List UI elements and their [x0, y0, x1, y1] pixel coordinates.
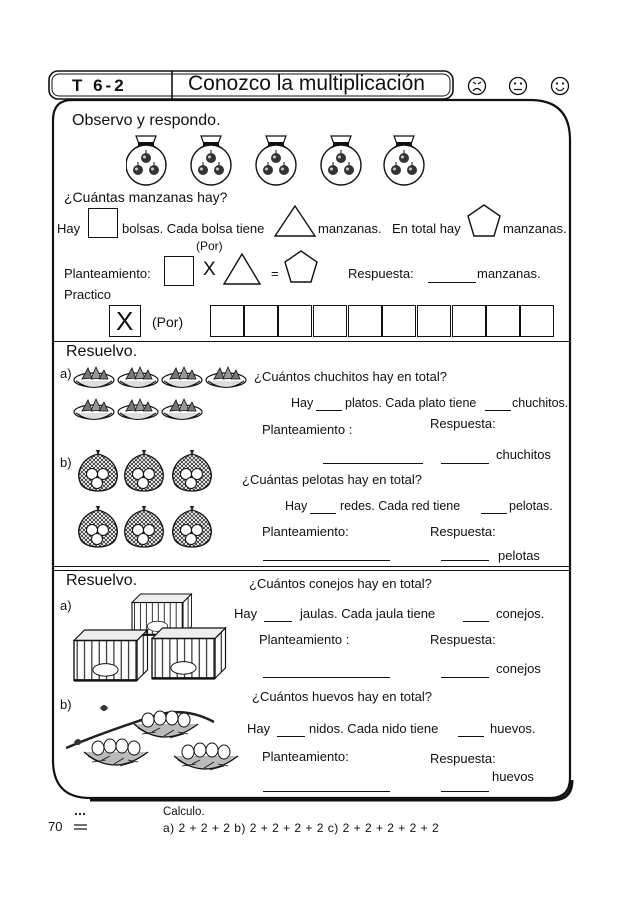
respuesta-unit: manzanas.: [477, 266, 541, 281]
practice-cell[interactable]: [486, 305, 520, 337]
cages-text: jaulas. Cada jaula tiene: [300, 606, 436, 621]
neutral-face-icon: [510, 78, 527, 95]
pentagon-answer-box[interactable]: [466, 203, 502, 239]
practice-cell[interactable]: [278, 305, 312, 337]
planteamiento-a-blank[interactable]: [323, 463, 423, 464]
practice-cell[interactable]: [452, 305, 486, 337]
practice-cell[interactable]: [348, 305, 382, 337]
practico-label: Practico: [64, 287, 111, 302]
times-sign: X: [203, 259, 216, 280]
hay-nets-label: Hay: [285, 499, 308, 513]
practico-por: (Por): [152, 314, 184, 330]
apple-bag-icon: [384, 136, 424, 185]
respuesta-c-label: Respuesta:: [430, 632, 496, 647]
practice-cell[interactable]: [244, 305, 278, 337]
question-pelotas: ¿Cuántas pelotas hay en total?: [242, 472, 422, 487]
respuesta-c-blank[interactable]: [441, 677, 489, 678]
equals-sign: =: [271, 266, 279, 281]
planteamiento-d-label: Planteamiento:: [262, 749, 349, 764]
planteamiento-label: Planteamiento:: [64, 266, 151, 281]
bags-answer-box[interactable]: [88, 208, 118, 238]
nests-illustration: [64, 702, 246, 780]
nests-text: nidos. Cada nido tiene: [309, 721, 439, 736]
practice-cell[interactable]: [520, 305, 554, 337]
conejos-answer-unit: conejos: [496, 661, 541, 676]
respuesta-d-label: Respuesta:: [430, 751, 496, 766]
apple-bag-icon: [256, 136, 296, 185]
apple-bag-icon: [191, 136, 231, 185]
total-text: En total hay: [392, 221, 461, 236]
hay-cages-label: Hay: [234, 606, 258, 621]
respuesta-a-blank[interactable]: [441, 463, 489, 464]
nests-blank[interactable]: [277, 736, 305, 737]
lesson-code: T 6-2: [72, 76, 127, 95]
practice-cell[interactable]: [313, 305, 347, 337]
conejos-unit: conejos.: [496, 606, 545, 621]
page-marker-icon: [73, 811, 89, 833]
planteamiento-c-blank[interactable]: [263, 677, 390, 678]
section-divider: [53, 341, 569, 342]
chuchitos-per-plate-blank[interactable]: [485, 410, 511, 411]
section3-heading: Resuelvo.: [66, 572, 138, 589]
section2-b-label: b): [60, 455, 72, 470]
cages-blank[interactable]: [264, 621, 292, 622]
section-divider: [53, 566, 569, 567]
chuchitos-unit: chuchitos.: [512, 396, 569, 410]
respuesta-blank[interactable]: [428, 282, 476, 283]
calculo-line: a) 2 + 2 + 2 b) 2 + 2 + 2 + 2 c) 2 + 2 + 2 + 2 + 2: [163, 821, 440, 835]
section2-heading: Resuelvo.: [66, 343, 138, 360]
planteamiento-square-box[interactable]: [164, 256, 194, 286]
page-title: Conozco la multiplicación: [188, 72, 425, 95]
apple-bag-icon: [126, 136, 166, 185]
apple-bag-icon: [321, 136, 361, 185]
planteamiento-b-blank[interactable]: [263, 560, 390, 561]
conejos-per-cage-blank[interactable]: [463, 621, 489, 622]
section-divider: [53, 570, 569, 571]
sad-face-icon: [469, 78, 486, 95]
planteamiento-c-label: Planteamiento :: [259, 632, 350, 647]
respuesta-b-label: Respuesta:: [430, 524, 496, 539]
practice-cell[interactable]: [382, 305, 416, 337]
planteamiento-pentagon-box[interactable]: [283, 249, 319, 285]
section1-heading: Observo y respondo.: [72, 112, 221, 129]
question-conejos: ¿Cuántos conejos hay en total?: [249, 576, 432, 591]
pelotas-answer-unit: pelotas: [498, 548, 540, 563]
nets-blank[interactable]: [310, 513, 336, 514]
question-chuchitos: ¿Cuántos chuchitos hay en total?: [254, 369, 447, 384]
cages-illustration: [72, 592, 234, 684]
section3-a-label: a): [60, 598, 72, 613]
bags-text: bolsas. Cada bolsa tiene: [122, 221, 265, 236]
triangle-answer-box[interactable]: [273, 204, 317, 238]
planteamiento-d-blank[interactable]: [263, 791, 390, 792]
hay-plates-label: Hay: [291, 396, 314, 410]
hay-label: Hay: [57, 221, 81, 236]
nets-text: redes. Cada red tiene: [340, 499, 461, 513]
planteamiento-triangle-box[interactable]: [222, 252, 262, 286]
practico-x: X: [116, 306, 134, 336]
huevos-answer-unit: huevos: [492, 769, 534, 784]
apples-per-bag-text: manzanas.: [318, 221, 382, 236]
respuesta-label: Respuesta:: [348, 266, 414, 281]
total-apples-text: manzanas.: [503, 221, 567, 236]
calculo-label: Calculo.: [163, 806, 205, 818]
self-assessment-faces[interactable]: [465, 74, 575, 98]
respuesta-d-blank[interactable]: [441, 791, 489, 792]
pelotas-unit: pelotas.: [509, 499, 553, 513]
section3-b-label: b): [60, 697, 72, 712]
huevos-unit: huevos.: [490, 721, 536, 736]
respuesta-b-blank[interactable]: [441, 560, 489, 561]
practice-cell[interactable]: [210, 305, 244, 337]
practice-cell[interactable]: [417, 305, 451, 337]
plates-illustration: [72, 362, 252, 428]
page-number: 70: [48, 819, 63, 834]
por-small-label: (Por): [196, 239, 223, 253]
plates-text: platos. Cada plato tiene: [345, 396, 477, 410]
nets-illustration: [76, 446, 226, 556]
chuchitos-answer-unit: chuchitos: [496, 447, 551, 462]
pelotas-per-net-blank[interactable]: [481, 513, 507, 514]
huevos-per-nest-blank[interactable]: [458, 736, 484, 737]
section2-a-label: a): [60, 366, 72, 381]
hay-nests-label: Hay: [247, 721, 271, 736]
question-huevos: ¿Cuántos huevos hay en total?: [252, 689, 432, 704]
question-apples: ¿Cuántas manzanas hay?: [64, 189, 228, 205]
respuesta-a-label: Respuesta:: [430, 416, 496, 431]
planteamiento-b-label: Planteamiento:: [262, 524, 349, 539]
happy-face-icon: [552, 78, 569, 95]
apple-bags-illustration: [126, 130, 426, 188]
planteamiento-a-label: Planteamiento :: [262, 422, 353, 437]
plates-blank[interactable]: [316, 410, 342, 411]
